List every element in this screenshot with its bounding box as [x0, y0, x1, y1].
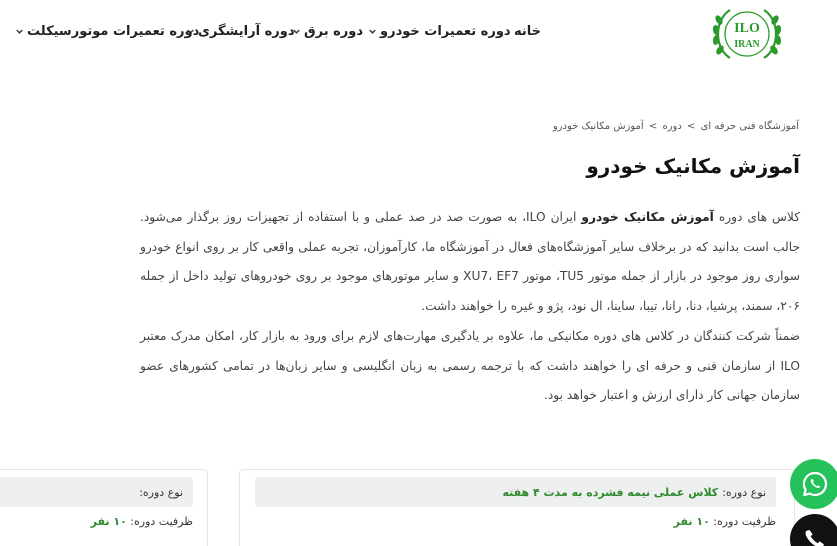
capacity-label: ظرفیت دوره:	[713, 515, 776, 528]
course-type-value: کلاس عملی نیمه فشرده به مدت ۴ هفته	[502, 485, 719, 499]
course-capacity	[674, 515, 776, 528]
chevron-down-icon	[15, 27, 24, 36]
description-paragraph-2: ضمناً شرکت کنندگان در کلاس های دوره مکانیکی ما، علاوه بر یادگیری مهارت‌های لازم برای ورود به بازار کار، امکان مدرک معتبر ILO از سازمان فنی و حرفه ای را خواهند داشت که با ترجمه رسمی به زبان انگلیسی و سایر زبان‌ها در تمامی کشورهای عضو سازمان جهانی کار دارای ارزش و اعتبار خواهد بود.	[140, 328, 800, 403]
nav-electric-label: دوره برق	[304, 24, 364, 39]
breadcrumb-separator: >	[648, 121, 658, 132]
capacity-value: ۱۰ نفر	[90, 515, 127, 528]
nav-motorcycle-label: دوره تعمیرات موتورسیکلت	[27, 24, 200, 39]
whatsapp-icon	[801, 470, 829, 498]
ilo-iran-logo[interactable]	[710, 4, 784, 64]
chevron-down-icon	[368, 27, 377, 36]
nav-motorcycle[interactable]	[15, 24, 199, 39]
breadcrumb	[552, 121, 800, 132]
course-info-card	[0, 469, 208, 546]
phone-icon	[803, 527, 827, 546]
nav-beauty[interactable]	[186, 24, 295, 39]
breadcrumb-current: آموزش مکانیک خودرو	[552, 121, 644, 132]
breadcrumb-courses-link[interactable]: دوره	[662, 121, 682, 132]
svg-text:ILO: ILO	[734, 21, 760, 36]
course-capacity	[91, 515, 193, 528]
text-segment: ایران ILO، به صورت صد در صد عملی و با استفاده از تجهیزات روز برگذار می‌شود. جالب است بدانید که در برخلاف سایر آموزشگاه‌های فعال در آموزشگاه ما، کارآموزان، تجربه عملی واقعی کار بر روی انواع خودرو سواری روز موجود در بازار از جمله موتور TU5، موتور XU7، EF7 و سایر موتورهای موجود بر روی خودروهای تولید داخل از جمله ۲۰۶، سمند، پرشیا، دنا، رانا، تیبا، ساینا، ال نود، پژو و غیره را خواهند داشت.	[140, 210, 800, 314]
course-type-row	[255, 477, 776, 507]
course-type-label: نوع دوره:	[722, 485, 766, 499]
call-button[interactable]	[790, 514, 837, 546]
nav-electric[interactable]	[292, 24, 363, 39]
nav-beauty-label: دوره آرایشگری	[198, 24, 295, 39]
description-paragraph-1	[140, 203, 800, 322]
highlighted-course-name: آموزش مکانیک خودرو	[581, 210, 714, 224]
course-type-row	[0, 477, 193, 507]
breadcrumb-separator: >	[686, 121, 696, 132]
course-description	[140, 203, 800, 411]
top-navbar	[0, 0, 837, 68]
capacity-label: ظرفیت دوره:	[130, 515, 193, 528]
course-info-card	[239, 469, 795, 546]
page-title: آموزش مکانیک خودرو	[586, 154, 800, 178]
course-type-label: نوع دوره:	[139, 485, 183, 499]
nav-home-label: خانه	[514, 24, 542, 39]
text-segment: کلاس های دوره	[718, 210, 800, 224]
nav-home[interactable]	[514, 24, 541, 39]
nav-car-repair[interactable]	[368, 24, 511, 39]
capacity-value: ۱۰ نفر	[673, 515, 710, 528]
svg-text:IRAN: IRAN	[734, 39, 760, 50]
nav-car-repair-label: دوره تعمیرات خودرو	[380, 24, 511, 39]
breadcrumb-home-link[interactable]: آموزشگاه فنی حرفه ای	[700, 121, 799, 132]
whatsapp-button[interactable]	[790, 459, 837, 509]
